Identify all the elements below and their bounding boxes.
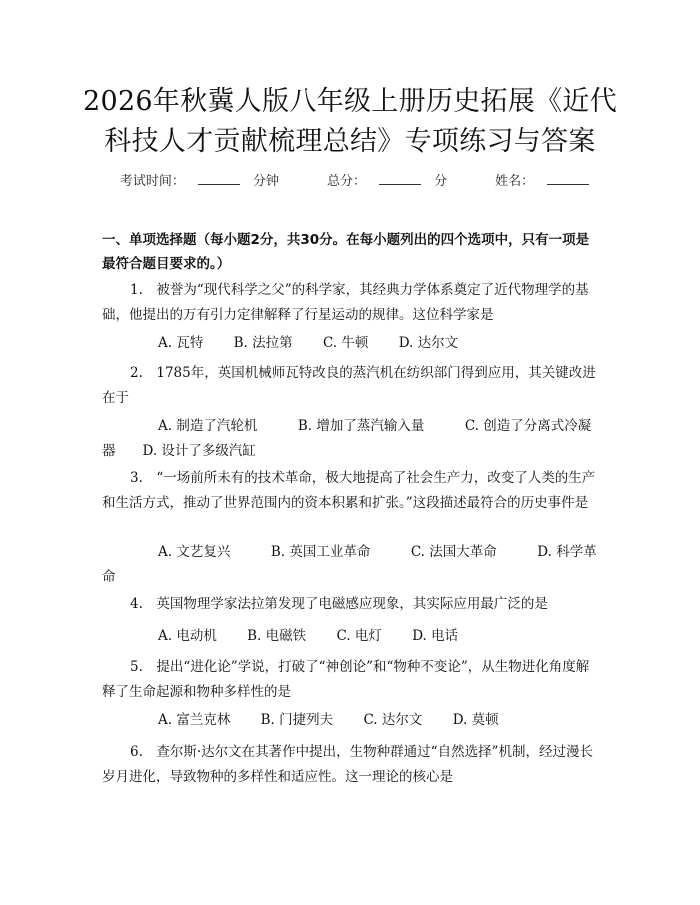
title-line-1: 2026年秋冀人版八年级上册历史拓展《近代 <box>82 86 617 117</box>
title-line-2: 科技人才贡献梳理总结》专项练习与答案 <box>104 126 596 157</box>
question-5-stem: 5. 提出“进化论”学说，打破了“神创论”和“物种不变论”，从生物进化角度解释了生命起源和物种多样性的是 <box>102 659 590 700</box>
document-title <box>60 82 640 162</box>
option-d: D. 达尔文 <box>398 335 459 351</box>
option-b: B. 法拉第 <box>233 335 293 351</box>
exam-meta <box>0 170 700 189</box>
option-a: A. 富兰克林 <box>158 712 231 728</box>
section-heading: 一、单项选择题（每小题2分，共30分。在每小题列出的四个选项中，只有一项是最符合题目要求的。） <box>102 232 590 272</box>
option-a: A. 瓦特 <box>158 335 204 351</box>
score-blank <box>379 172 421 185</box>
option-b: B. 门捷列夫 <box>260 712 334 728</box>
time-unit: 分钟 <box>252 174 279 189</box>
exam-time <box>109 174 290 189</box>
question-1-options <box>102 331 602 356</box>
question-3-options: A. 文艺复兴 B. 英国工业革命 C. 法国大革命 D. 科学革命 <box>102 544 597 585</box>
question-4-stem: 4. 英国物理学家法拉第发现了电磁感应现象，其实际应用最广泛的是 <box>130 596 548 612</box>
question-4-options <box>102 624 602 649</box>
exam-name <box>484 174 591 189</box>
question-3-stem: 3. “一场前所未有的技术革命，极大地提高了社会生产力，改变了人类的生产和生活方式，推动了世界范围内的资本积累和扩张。”这段描述最符合的历史事件是 <box>102 470 596 511</box>
name-label: 姓名： <box>495 174 535 189</box>
option-c: C. 达尔文 <box>363 712 423 728</box>
time-blank <box>198 172 240 185</box>
option-c: C. 牛顿 <box>322 335 369 351</box>
question-6-stem: 6. 查尔斯·达尔文在其著作中提出，生物种群通过“自然选择”机制，经过漫长岁月进化，导致物种的多样性和适应性。这一理论的核心是 <box>102 744 593 785</box>
question-2-stem: 2. 1785年，英国机械师瓦特改良的蒸汽机在纺织部门得到应用，其关键改进在于 <box>102 365 596 406</box>
question-2-options: A. 制造了汽轮机 B. 增加了蒸汽输入量 C. 创造了分离式冷凝器 D. 设计了多级汽缸 <box>102 418 592 459</box>
question-1-stem: 1. 被誉为“现代科学之父”的科学家，其经典力学体系奠定了近代物理学的基础，他提出的万有引力定律解释了行星运动的规律。这位科学家是 <box>102 282 589 323</box>
option-a: A. 电动机 <box>158 628 217 644</box>
option-d: D. 莫顿 <box>452 712 499 728</box>
option-d: D. 电话 <box>412 628 459 644</box>
time-label: 考试时间： <box>119 174 185 189</box>
option-b: B. 电磁铁 <box>247 628 307 644</box>
option-c: C. 电灯 <box>336 628 382 644</box>
score-unit: 分 <box>434 174 448 189</box>
exam-score <box>316 174 458 189</box>
score-label: 总分： <box>326 174 366 189</box>
name-blank <box>547 172 589 185</box>
question-5-options <box>102 708 602 733</box>
